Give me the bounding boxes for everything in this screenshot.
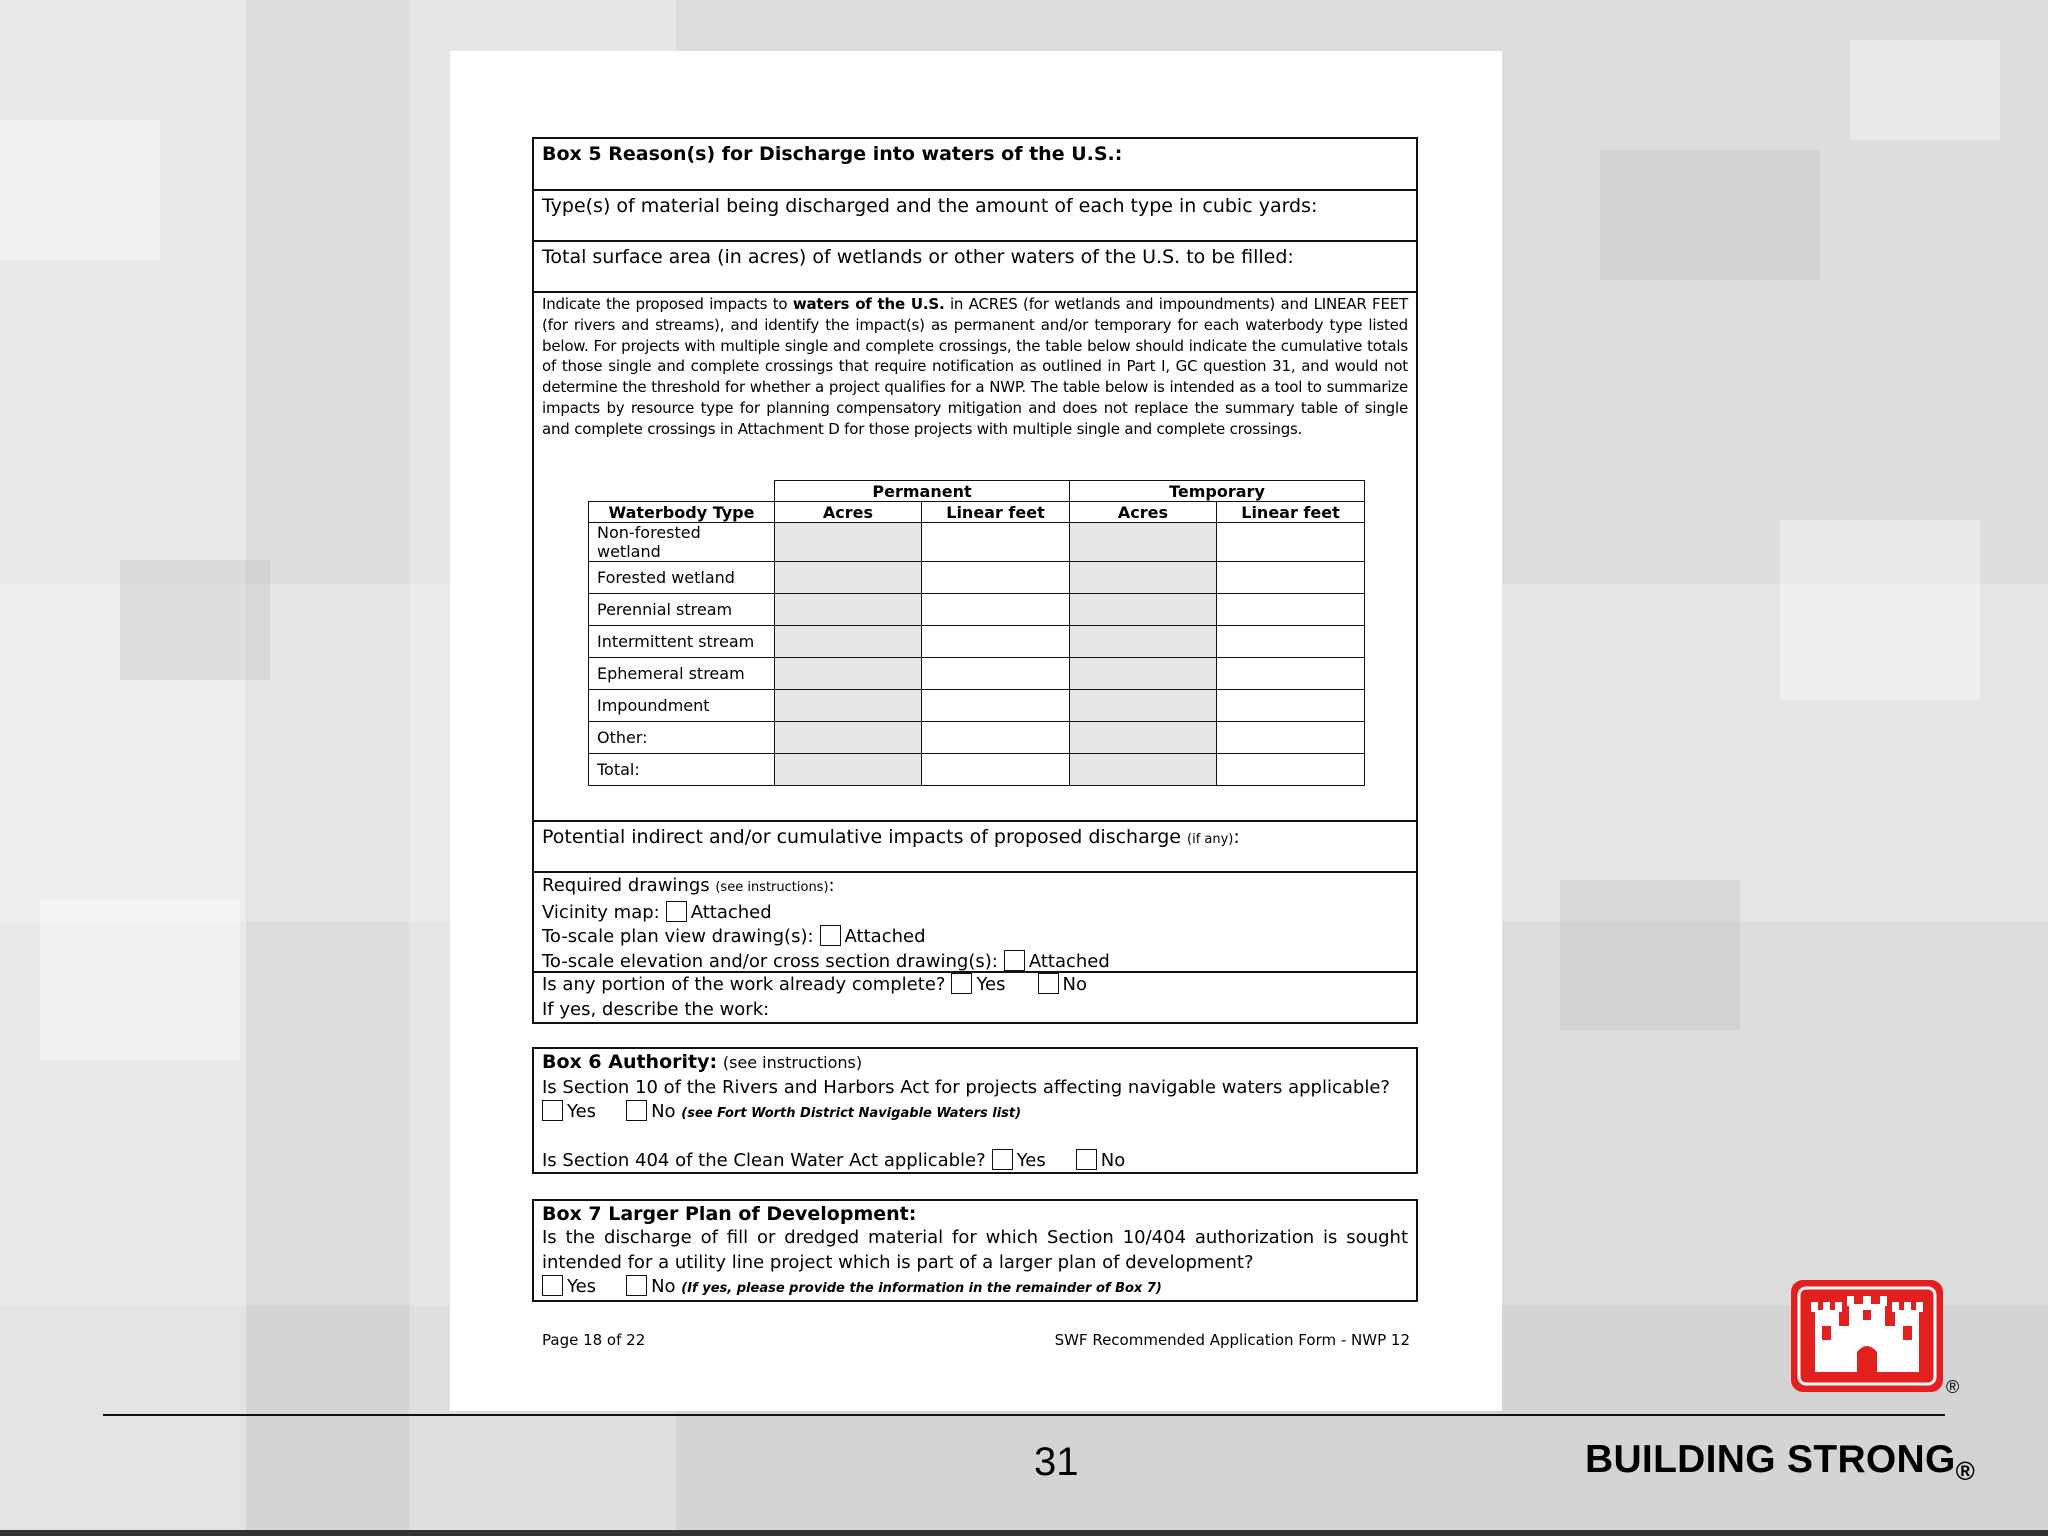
perm-acres-cell[interactable]: [775, 658, 922, 690]
elevation-attached-checkbox[interactable]: [1004, 950, 1025, 971]
table-row: Impoundment: [589, 690, 1365, 722]
complete-no-checkbox[interactable]: [1038, 973, 1059, 994]
col-temp-linear: Linear feet: [1217, 502, 1365, 523]
temp-linear-cell[interactable]: [1217, 594, 1365, 626]
group-permanent: Permanent: [775, 481, 1070, 502]
surface-area-label: Total surface area (in acres) of wetlands or other waters of the U.S. to be filled:: [542, 246, 1294, 268]
drawings-row: [534, 873, 1416, 973]
perm-linear-cell[interactable]: [922, 626, 1070, 658]
slide-number: 31: [1034, 1440, 1079, 1484]
box7-answers: Yes No (If yes, please provide the information in the remainder of Box 7): [542, 1275, 1408, 1302]
temp-acres-cell[interactable]: [1070, 626, 1217, 658]
perm-linear-cell[interactable]: [922, 754, 1070, 786]
col-perm-acres: Acres: [775, 502, 922, 523]
elevation-line: To-scale elevation and/or cross section drawing(s): Attached: [542, 950, 1110, 972]
temp-acres-cell[interactable]: [1070, 594, 1217, 626]
temp-linear-cell[interactable]: [1217, 690, 1365, 722]
box5: [532, 137, 1418, 1024]
col-perm-linear: Linear feet: [922, 502, 1070, 523]
temp-linear-cell[interactable]: [1217, 523, 1365, 562]
temp-acres-cell[interactable]: [1070, 754, 1217, 786]
indirect-impacts-row[interactable]: [534, 822, 1416, 873]
table-group-header: [589, 481, 1365, 502]
section10-yes-checkbox[interactable]: [542, 1100, 563, 1121]
describe-work-label[interactable]: If yes, describe the work:: [542, 998, 770, 1020]
table-row: Non-forested wetland: [589, 523, 1365, 562]
background-patch: [1600, 150, 1820, 280]
work-complete-line: Is any portion of the work already complete? Yes No: [542, 974, 1087, 995]
temp-acres-cell[interactable]: [1070, 562, 1217, 594]
perm-linear-cell[interactable]: [922, 594, 1070, 626]
table-row: Ephemeral stream: [589, 658, 1365, 690]
perm-acres-cell[interactable]: [775, 754, 922, 786]
box5-title: Box 5 Reason(s) for Discharge into waters of the U.S.:: [542, 143, 1123, 165]
vicinity-map-line: Vicinity map: Attached: [542, 901, 772, 923]
temp-acres-cell[interactable]: [1070, 722, 1217, 754]
temp-acres-cell[interactable]: [1070, 690, 1217, 722]
box5-title-row: [534, 139, 1416, 191]
indirect-impacts-label: Potential indirect and/or cumulative impacts of proposed discharge (if any):: [542, 826, 1240, 848]
perm-acres-cell[interactable]: [775, 722, 922, 754]
perm-linear-cell[interactable]: [922, 658, 1070, 690]
group-temporary: Temporary: [1070, 481, 1365, 502]
col-waterbody: Waterbody Type: [589, 502, 775, 523]
table-column-header: [589, 502, 1365, 523]
perm-acres-cell[interactable]: [775, 690, 922, 722]
section404-no-checkbox[interactable]: [1076, 1149, 1097, 1170]
footer-rule: [103, 1414, 1945, 1416]
temp-linear-cell[interactable]: [1217, 754, 1365, 786]
section10-question: Is Section 10 of the Rivers and Harbors Act for projects affecting navigable waters applicable?: [542, 1076, 1390, 1098]
plan-view-line: To-scale plan view drawing(s): Attached: [542, 926, 926, 947]
box7-question: Is the discharge of fill or dredged material for which Section 10/404 authorization is sought intended for a utility line project which is part of a larger plan of development?: [542, 1227, 1408, 1273]
page-footer-number: Page 18 of 22: [542, 1331, 646, 1349]
box7-no-checkbox[interactable]: [626, 1275, 647, 1296]
perm-acres-cell[interactable]: [775, 562, 922, 594]
perm-linear-cell[interactable]: [922, 722, 1070, 754]
castle-logo-icon: [1791, 1280, 1943, 1392]
section10-answers: Yes No (see Fort Worth District Navigable Waters list): [542, 1100, 1408, 1127]
temp-acres-cell[interactable]: [1070, 523, 1217, 562]
table-corner: [589, 481, 775, 502]
table-row: Other:: [589, 722, 1365, 754]
background-patch: [0, 120, 160, 260]
background-patch: [120, 560, 270, 680]
table-row: Forested wetland: [589, 562, 1365, 594]
plan-attached-checkbox[interactable]: [820, 925, 841, 946]
perm-linear-cell[interactable]: [922, 523, 1070, 562]
table-row: Intermittent stream: [589, 626, 1365, 658]
temp-linear-cell[interactable]: [1217, 658, 1365, 690]
background-patch: [1780, 520, 1980, 700]
perm-acres-cell[interactable]: [775, 523, 922, 562]
perm-linear-cell[interactable]: [922, 562, 1070, 594]
page-footer-form: SWF Recommended Application Form - NWP 12: [1054, 1331, 1410, 1349]
impacts-instructions: Indicate the proposed impacts to waters of the U.S. in ACRES (for wetlands and impoundments) and LINEAR FEET (for rivers and streams), and identify the impact(s) as permanent and/or temporary for each waterbody type listed below. For projects with multiple single and complete crossings, the table below should indicate the cumulative totals of those single and complete crossings that require notification as outlined in Part I, GC question 31, and would not determine the threshold for whether a project qualifies for a NWP. The table below is intended as a tool to summarize impacts by resource type for planning compensatory mitigation and does not replace the summary table of single and complete crossings in Attachment D for those projects with multiple single and complete crossings.: [542, 295, 1408, 438]
box6: [532, 1047, 1418, 1174]
background-patch: [40, 900, 240, 1060]
temp-linear-cell[interactable]: [1217, 722, 1365, 754]
vicinity-attached-checkbox[interactable]: [666, 901, 687, 922]
work-complete-row: [534, 973, 1416, 1022]
background-patch: [1850, 40, 2000, 140]
perm-acres-cell[interactable]: [775, 594, 922, 626]
box6-title: Box 6 Authority: (see instructions): [542, 1051, 863, 1073]
temp-acres-cell[interactable]: [1070, 658, 1217, 690]
section10-no-checkbox[interactable]: [626, 1100, 647, 1121]
logo-registered-mark: ®: [1946, 1377, 1960, 1397]
background-patch: [1560, 880, 1740, 1030]
building-strong-tagline: BUILDING $STRONG_®$: [1585, 1438, 1976, 1486]
perm-acres-cell[interactable]: [775, 626, 922, 658]
box7: [532, 1199, 1418, 1302]
box7-yes-checkbox[interactable]: [542, 1275, 563, 1296]
material-label: Type(s) of material being discharged and the amount of each type in cubic yards:: [542, 195, 1318, 217]
impacts-table: [588, 480, 1365, 786]
impacts-section: [534, 293, 1416, 822]
table-row: Total:: [589, 754, 1365, 786]
section404-yes-checkbox[interactable]: [992, 1149, 1013, 1170]
surface-area-row[interactable]: [534, 242, 1416, 293]
document-page: [450, 51, 1502, 1411]
bottom-bar: [0, 1530, 2048, 1536]
col-temp-acres: Acres: [1070, 502, 1217, 523]
box7-title: Box 7 Larger Plan of Development:: [542, 1203, 917, 1225]
section404-line: Is Section 404 of the Clean Water Act applicable? Yes No: [542, 1149, 1126, 1171]
temp-linear-cell[interactable]: [1217, 626, 1365, 658]
perm-linear-cell[interactable]: [922, 690, 1070, 722]
drawings-label: Required drawings (see instructions):: [542, 875, 835, 896]
material-row[interactable]: [534, 191, 1416, 242]
complete-yes-checkbox[interactable]: [951, 973, 972, 994]
table-row: Perennial stream: [589, 594, 1365, 626]
temp-linear-cell[interactable]: [1217, 562, 1365, 594]
